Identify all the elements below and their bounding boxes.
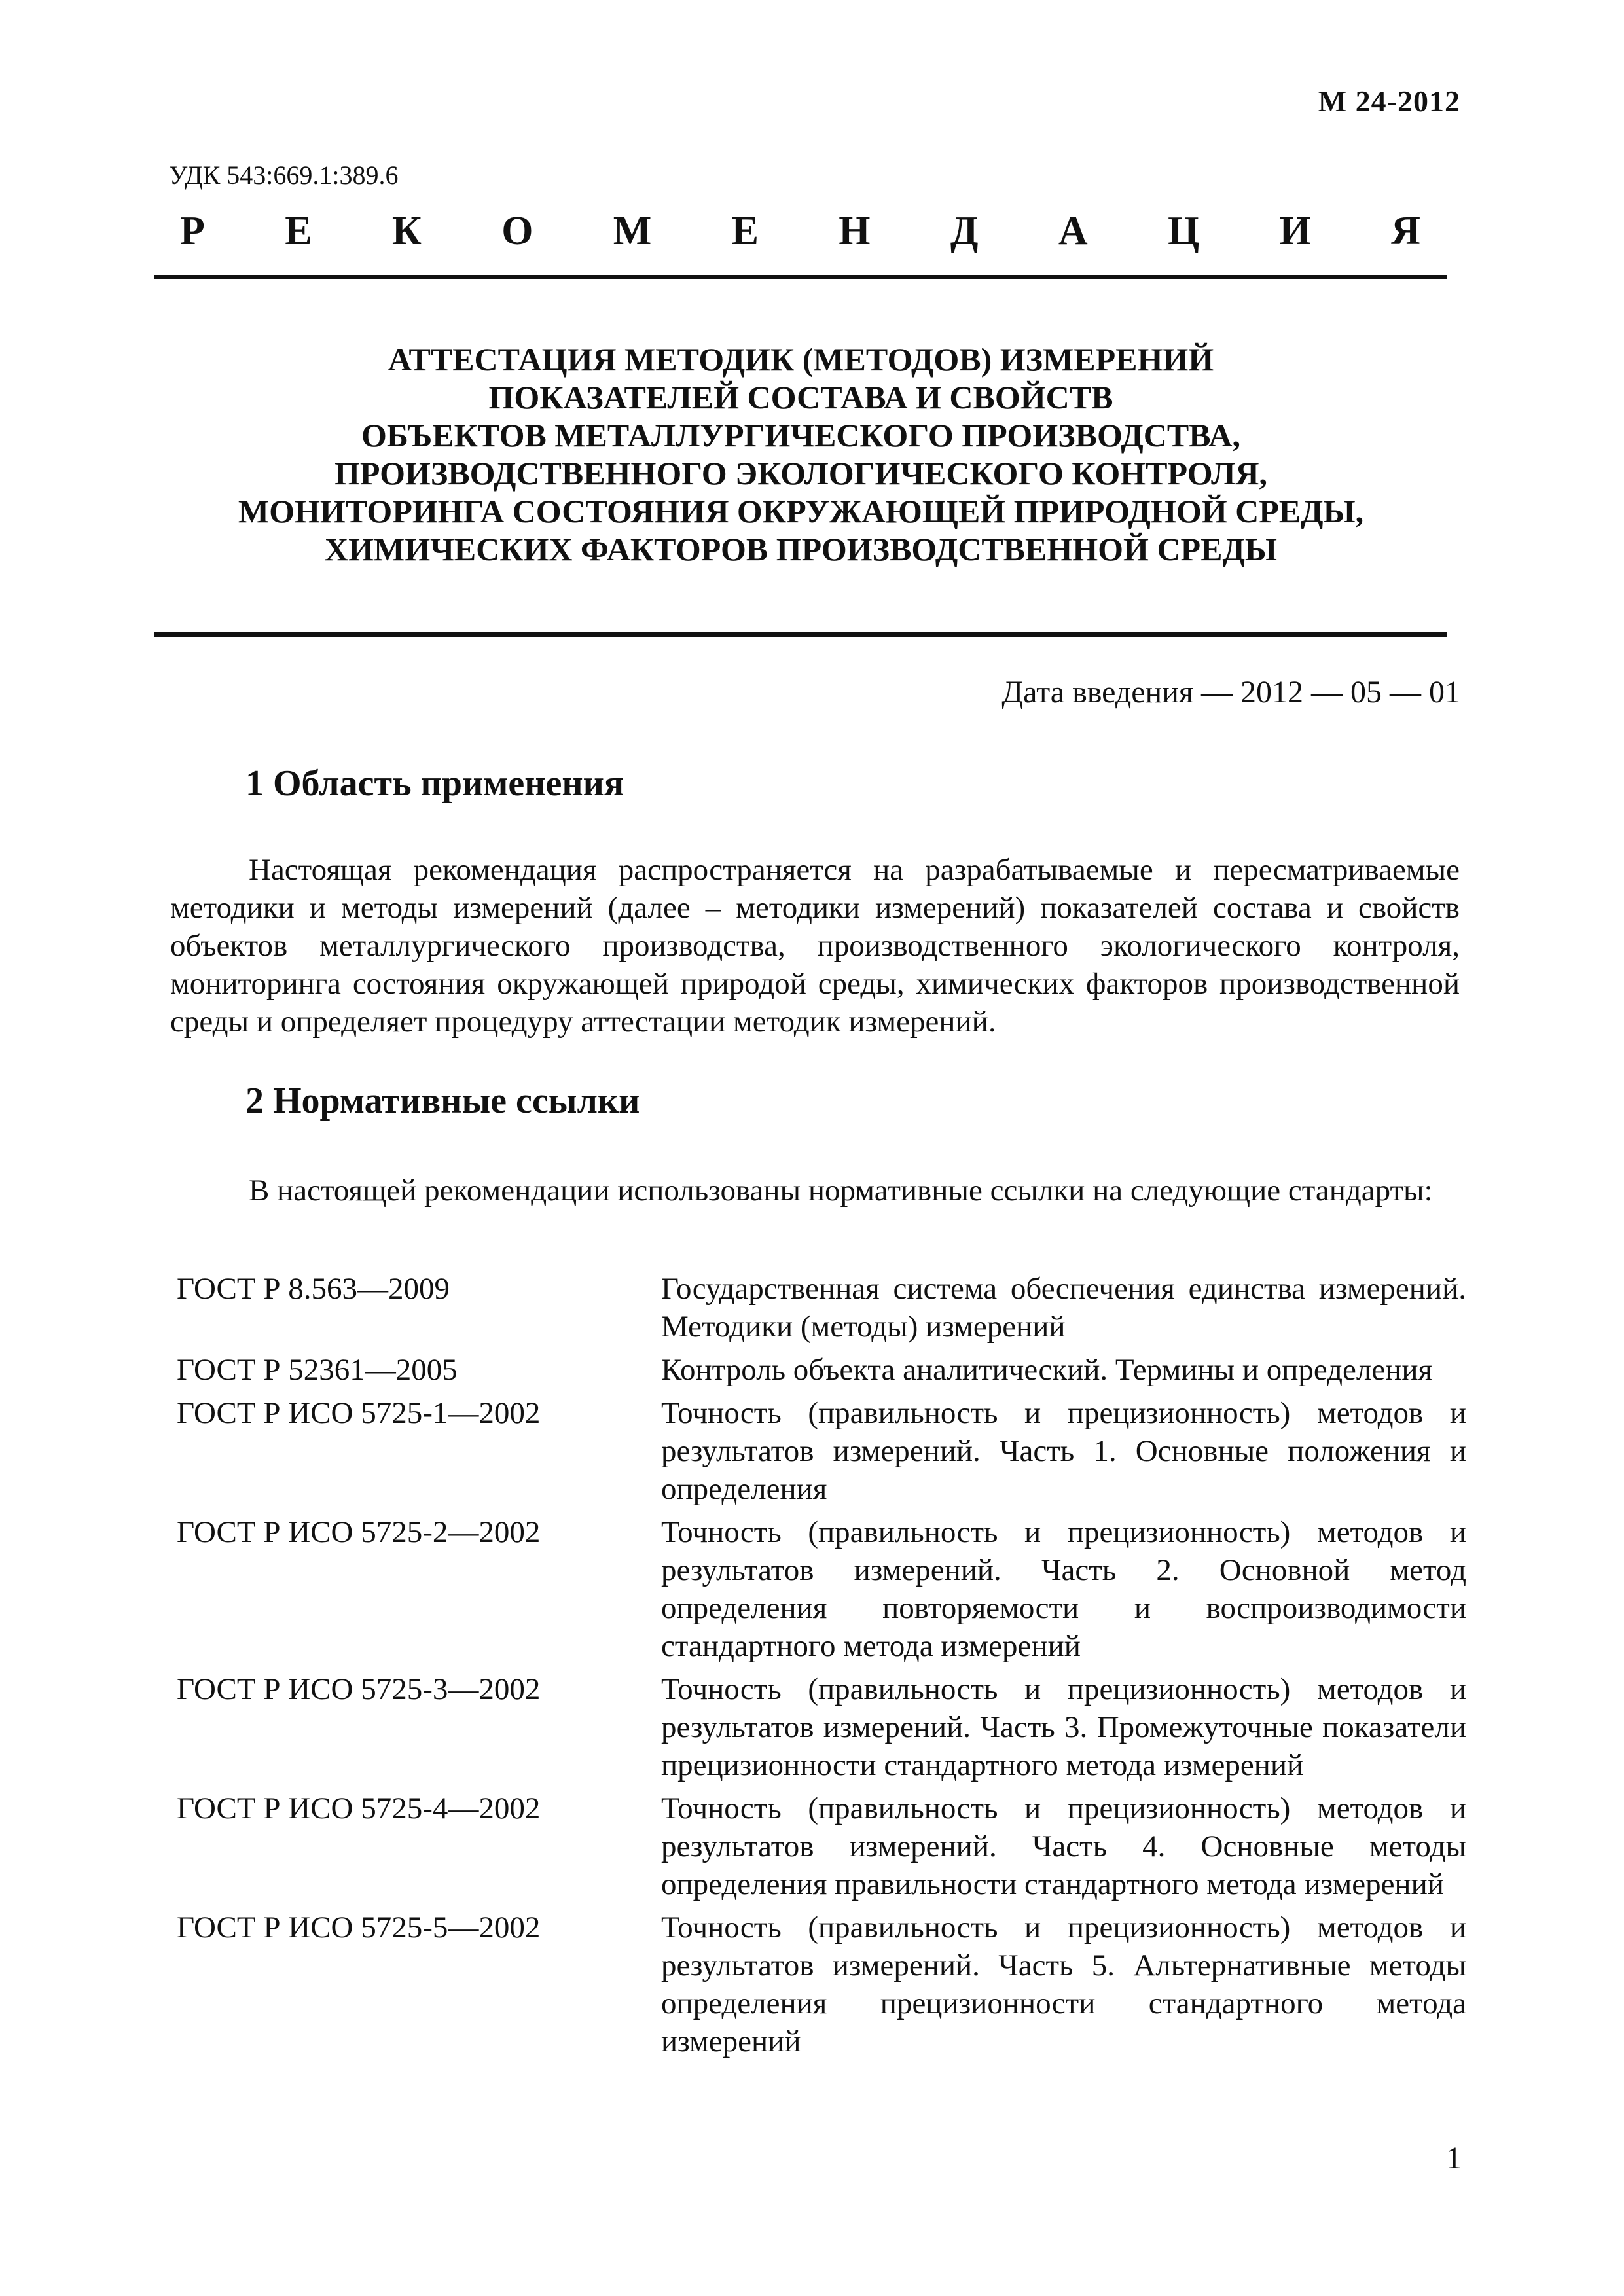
doc-type-letter: А [1058, 209, 1088, 253]
title-divider [154, 632, 1447, 637]
reference-code: ГОСТ Р ИСО 5725-2—2002 [177, 1515, 541, 1549]
reference-code: ГОСТ Р ИСО 5725-5—2002 [177, 1910, 541, 1945]
doc-type-letter: Р [180, 209, 205, 253]
doc-type-letter: Е [731, 209, 759, 253]
reference-code: ГОСТ Р 8.563—2009 [177, 1272, 450, 1306]
document-code: М 24-2012 [1318, 84, 1460, 118]
title-line: ОБЪЕКТОВ МЕТАЛЛУРГИЧЕСКОГО ПРОИЗВОДСТВА, [361, 417, 1241, 454]
reference-code: ГОСТ Р ИСО 5725-4—2002 [177, 1791, 541, 1825]
title-line: АТТЕСТАЦИЯ МЕТОДИК (МЕТОДОВ) ИЗМЕРЕНИЙ [388, 341, 1214, 378]
reference-row [177, 1270, 1466, 1346]
references-list [177, 1270, 1466, 2066]
reference-row [177, 1513, 1466, 1665]
udk-code: УДК 543:669.1:389.6 [169, 160, 399, 190]
page-number: 1 [1446, 2141, 1462, 2176]
doc-type-letter: К [391, 209, 422, 253]
section-heading-scope: 1 Область применения [245, 763, 624, 804]
reference-row [177, 1670, 1466, 1784]
title-line: ХИМИЧЕСКИХ ФАКТОРОВ ПРОИЗВОДСТВЕННОЙ СРЕДЫ [325, 531, 1277, 567]
doc-type-letter: Е [285, 209, 312, 253]
title-line: МОНИТОРИНГА СОСТОЯНИЯ ОКРУЖАЮЩЕЙ ПРИРОДНОЙ СРЕДЫ, [238, 493, 1364, 529]
document-type-heading [180, 208, 1420, 255]
doc-type-letter: Ц [1167, 209, 1200, 253]
doc-type-letter: О [501, 209, 533, 253]
reference-row [177, 1909, 1466, 2060]
doc-type-letter: Я [1391, 209, 1420, 253]
introduction-date: Дата введения — 2012 — 05 — 01 [1001, 675, 1460, 709]
reference-code: ГОСТ Р 52361—2005 [177, 1353, 458, 1387]
doc-type-letter: И [1279, 209, 1311, 253]
doc-type-letter: М [613, 209, 652, 253]
reference-description: Точность (правильность и прецизионность) методов и результатов измерений. Часть 5. Альтернативные методы определения прецизионности стандартного метода измерений [661, 1910, 1466, 2058]
reference-row [177, 1394, 1466, 1508]
reference-code: ГОСТ Р ИСО 5725-3—2002 [177, 1672, 541, 1706]
title-line: ПОКАЗАТЕЛЕЙ СОСТАВА И СВОЙСТВ [488, 379, 1113, 416]
reference-description: Контроль объекта аналитический. Термины и определения [661, 1353, 1433, 1387]
scope-paragraph: Настоящая рекомендация распространяется на разрабатываемые и пересматриваемые методики и методы измерений (далее – методики измерений) показателей состава и свойств объектов металлургического производства, производственного экологического контроля, мониторинга состояния окружающей природой среды, химических факторов производственной среды и определяет процедуру аттестации методик измерений. [170, 853, 1460, 1039]
document-title [154, 340, 1447, 568]
reference-row [177, 1351, 1466, 1389]
title-line: ПРОИЗВОДСТВЕННОГО ЭКОЛОГИЧЕСКОГО КОНТРОЛЯ, [334, 455, 1268, 492]
doc-type-letter: Д [950, 209, 979, 253]
reference-description: Точность (правильность и прецизионность) методов и результатов измерений. Часть 3. Промежуточные показатели прецизионности стандартного метода измерений [661, 1672, 1466, 1782]
top-divider [154, 275, 1447, 279]
references-intro-paragraph: В настоящей рекомендации использованы нормативные ссылки на следующие стандарты: [249, 1174, 1433, 1208]
reference-code: ГОСТ Р ИСО 5725-1—2002 [177, 1396, 541, 1430]
reference-description: Государственная система обеспечения единства измерений. Методики (методы) измерений [661, 1272, 1466, 1344]
reference-description: Точность (правильность и прецизионность) методов и результатов измерений. Часть 1. Основные положения и определения [661, 1396, 1466, 1506]
reference-description: Точность (правильность и прецизионность) методов и результатов измерений. Часть 2. Основной метод определения повторяемости и воспроизводимости стандартного метода измерений [661, 1515, 1466, 1663]
reference-row [177, 1789, 1466, 1903]
doc-type-letter: Н [839, 209, 871, 253]
reference-description: Точность (правильность и прецизионность) методов и результатов измерений. Часть 4. Основные методы определения правильности стандартного метода измерений [661, 1791, 1466, 1901]
section-heading-references: 2 Нормативные ссылки [245, 1081, 640, 1121]
